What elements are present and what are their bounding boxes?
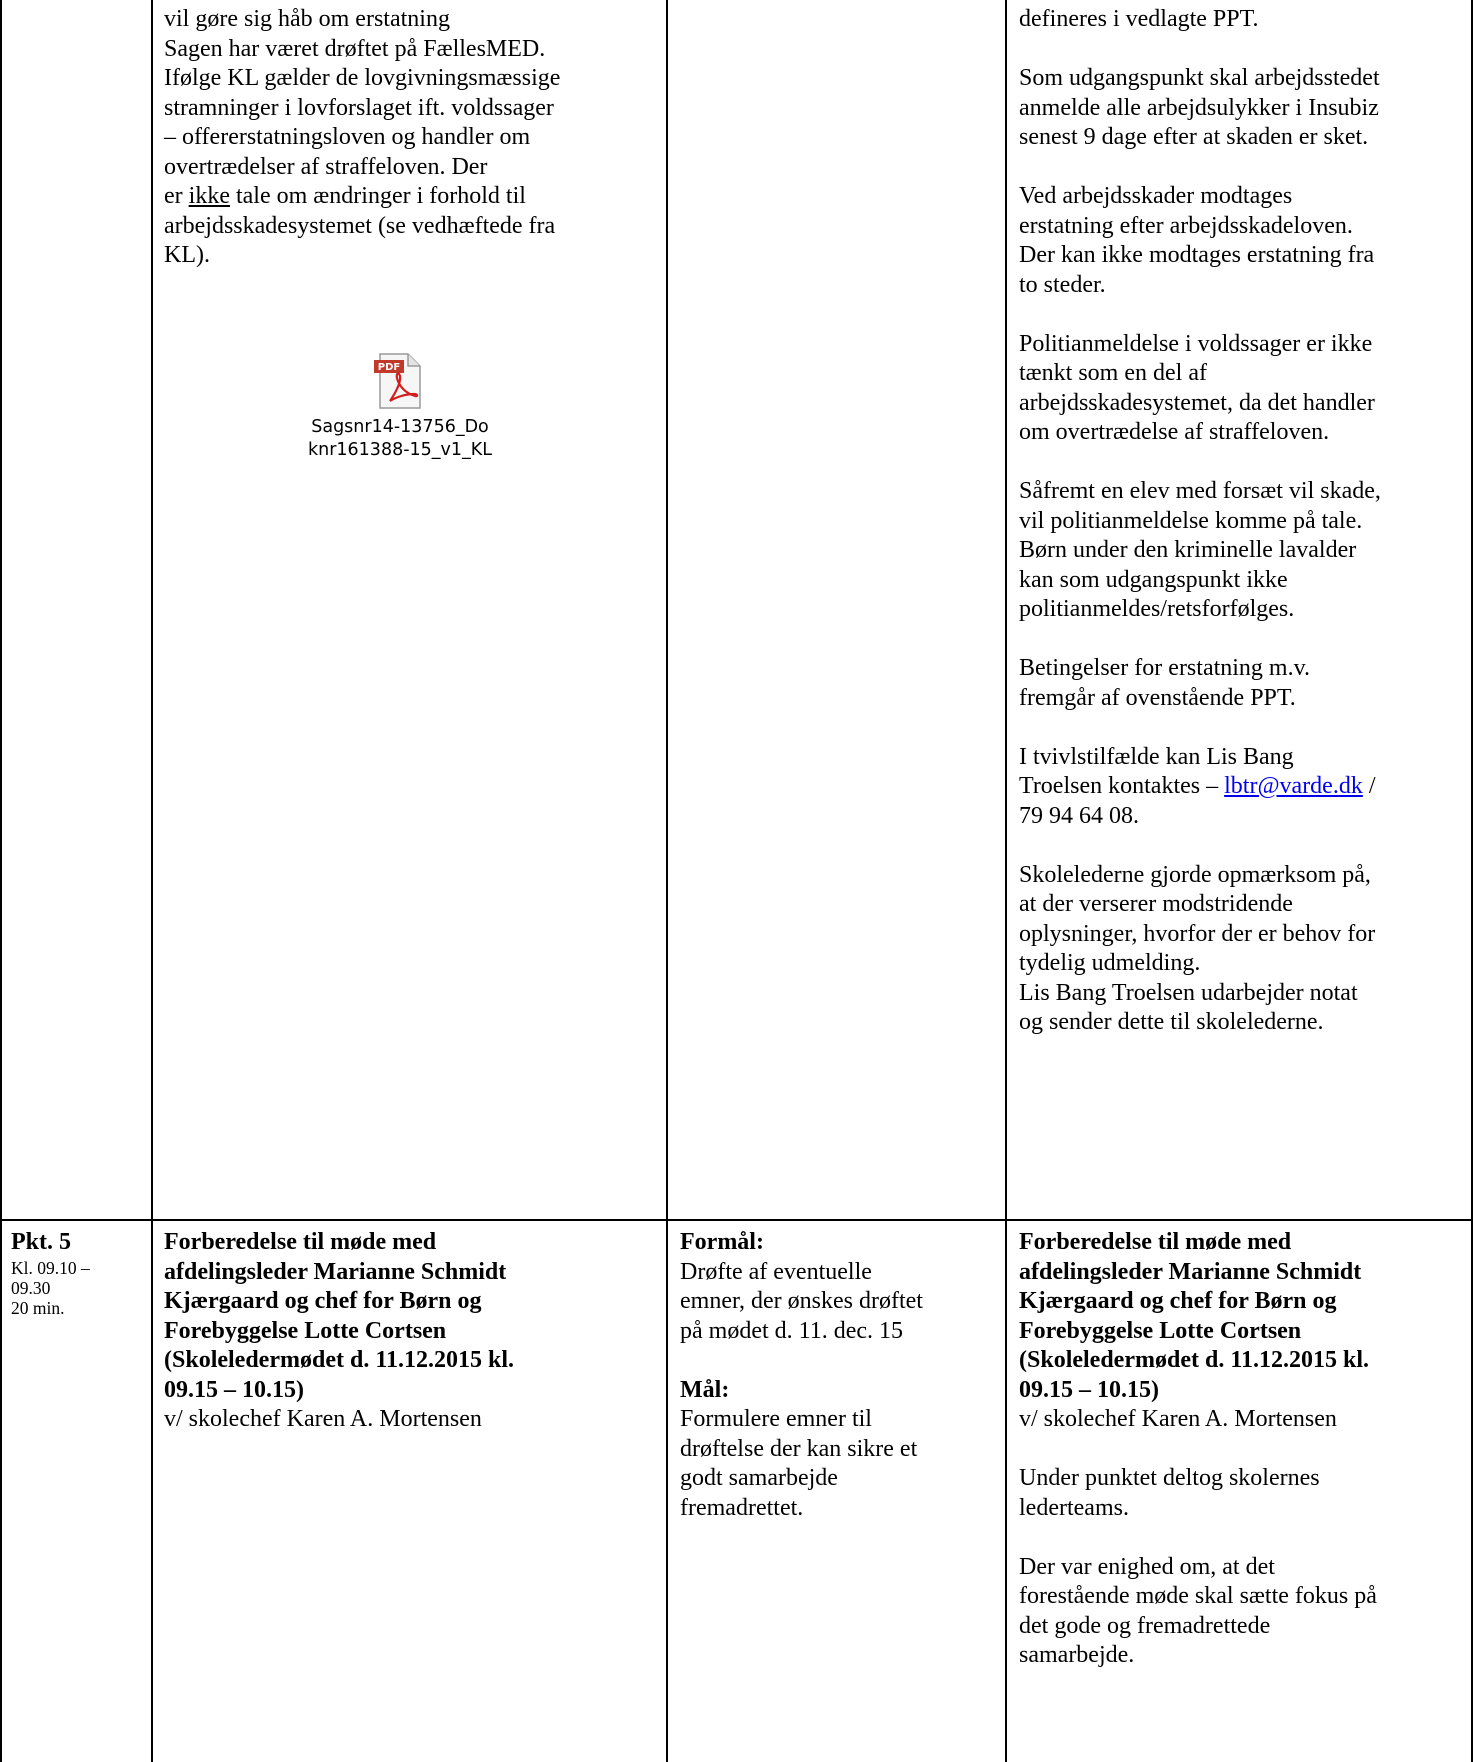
goal-label: Mål:	[680, 1376, 730, 1403]
text-line: Skolelederne gjorde opmærksom på,	[1019, 861, 1371, 888]
text-line: Betingelser for erstatning m.v.	[1019, 655, 1311, 681]
minutes-title-line: Forberedelse til møde med	[1019, 1229, 1292, 1255]
text-line: stramninger i lovforslaget ift. voldssager	[164, 94, 554, 121]
row-divider	[0, 1219, 1473, 1221]
minutes-text-cell	[1019, 5, 1381, 1038]
text-line: defineres i vedlagte PPT.	[1019, 6, 1259, 32]
text-line: vil gøre sig håb om erstatning	[164, 6, 450, 32]
goal-text-line: Formulere emner til	[680, 1406, 872, 1432]
email-link[interactable]: lbtr@varde.dk	[1224, 773, 1363, 799]
text-line: vil politianmeldelse komme på tale.	[1019, 507, 1363, 534]
text-line: 79 94 64 08.	[1019, 802, 1139, 829]
text-line: to steder.	[1019, 271, 1106, 298]
agenda-presenter: v/ skolechef Karen A. Mortensen	[164, 1406, 482, 1432]
attachment-filename-line: Sagsnr14-13756_Do	[311, 417, 489, 437]
text-line: tydelig udmelding.	[1019, 950, 1201, 976]
minutes-title-line: Kjærgaard og chef for Børn og	[1019, 1288, 1337, 1314]
text-line: samarbejde.	[1019, 1642, 1135, 1668]
pdf-attachment[interactable]	[300, 352, 500, 462]
text-line: Såfremt en elev med forsæt vil skade,	[1019, 478, 1381, 504]
text-line: om overtrædelse af straffeloven.	[1019, 419, 1330, 445]
purpose-goal-cell	[680, 1228, 923, 1523]
text-line: tænkt som en del af	[1019, 360, 1207, 386]
purpose-text-line: Drøfte af eventuelle	[680, 1258, 872, 1285]
text-line: Ifølge KL gælder de lovgivningsmæssige	[164, 65, 561, 91]
text-line: overtrædelser af straffeloven. Der	[164, 153, 488, 180]
text-line: politianmeldes/retsforfølges.	[1019, 596, 1295, 622]
text-line: Der var enighed om, at det	[1019, 1553, 1275, 1580]
minutes-title-line: afdelingsleder Marianne Schmidt	[1019, 1258, 1362, 1285]
text-line: anmelde alle arbejdsulykker i Insubiz	[1019, 94, 1379, 121]
attachment-filename-line: knr161388-15_v1_KL	[307, 440, 493, 460]
text-fragment: er	[164, 183, 189, 209]
text-line: Lis Bang Troelsen udarbejder notat	[1019, 979, 1358, 1006]
table-border-left	[0, 0, 2, 1762]
text-line: – offererstatningsloven og handler om	[164, 124, 531, 150]
text-line	[1019, 772, 1381, 802]
agenda-item-title-cell	[164, 1228, 514, 1435]
agenda-title-line: Forberedelse til møde med	[164, 1229, 437, 1255]
agenda-title-line: afdelingsleder Marianne Schmidt	[164, 1258, 507, 1285]
purpose-label: Formål:	[680, 1229, 764, 1255]
text-line: kan som udgangspunkt ikke	[1019, 566, 1288, 593]
text-fragment: /	[1362, 773, 1376, 799]
text-fragment: Troelsen kontaktes –	[1019, 773, 1225, 799]
goal-text-line: fremadrettet.	[680, 1494, 804, 1521]
text-line: erstatning efter arbejdsskadeloven.	[1019, 212, 1353, 239]
text-line: Der kan ikke modtages erstatning fra	[1019, 242, 1375, 268]
text-line: oplysninger, hvorfor der er behov for	[1019, 920, 1376, 947]
column-divider-2	[666, 0, 668, 1762]
text-line: Børn under den kriminelle lavalder	[1019, 537, 1357, 563]
text-line: fremgår af ovenstående PPT.	[1019, 684, 1296, 711]
minutes-title-line: 09.15 – 10.15)	[1019, 1376, 1159, 1403]
underlined-word: ikke	[188, 183, 230, 209]
goal-text-line: drøftelse der kan sikre et	[680, 1435, 918, 1462]
agenda-title-line: Forebyggelse Lotte Cortsen	[164, 1317, 447, 1344]
column-divider-3	[1005, 0, 1007, 1762]
agenda-title-line: Kjærgaard og chef for Børn og	[164, 1288, 482, 1314]
text-line: senest 9 dage efter at skaden er sket.	[1019, 124, 1369, 150]
text-line: KL).	[164, 242, 210, 268]
text-line: arbejdsskadesystemet (se vedhæftede fra	[164, 212, 556, 239]
text-line: arbejdsskadesystemet, da det handler	[1019, 389, 1375, 416]
agenda-item-number: Pkt. 5	[11, 1229, 71, 1255]
text-line: Sagen har været drøftet på FællesMED.	[164, 35, 546, 62]
text-line: lederteams.	[1019, 1494, 1129, 1521]
text-line	[164, 182, 560, 212]
text-line: Politianmeldelse i voldssager er ikke	[1019, 330, 1373, 357]
pdf-file-icon	[374, 352, 426, 410]
minutes-item-cell	[1019, 1228, 1377, 1671]
purpose-text-line: på mødet d. 11. dec. 15	[680, 1317, 904, 1344]
text-line: Som udgangspunkt skal arbejdsstedet	[1019, 65, 1380, 91]
agenda-text-cell	[164, 5, 560, 271]
agenda-title-line: (Skoleledermødet d. 11.12.2015 kl.	[164, 1347, 515, 1373]
agenda-item-time: 09.30	[11, 1277, 51, 1298]
minutes-title-line: Forebyggelse Lotte Cortsen	[1019, 1317, 1302, 1344]
text-fragment: tale om ændringer i forhold til	[229, 183, 526, 209]
text-line: I tvivlstilfælde kan Lis Bang	[1019, 743, 1294, 770]
purpose-text-line: emner, der ønskes drøftet	[680, 1288, 923, 1314]
text-line: og sender dette til skolelederne.	[1019, 1009, 1324, 1035]
agenda-item-number-cell	[11, 1228, 90, 1318]
text-line: at der verserer modstridende	[1019, 891, 1293, 917]
minutes-title-line: (Skoleledermødet d. 11.12.2015 kl.	[1019, 1347, 1370, 1373]
goal-text-line: godt samarbejde	[680, 1465, 838, 1491]
text-line: Ved arbejdsskader modtages	[1019, 183, 1293, 209]
agenda-item-duration: 20 min.	[11, 1297, 65, 1318]
text-line: forestående møde skal sætte fokus på	[1019, 1583, 1377, 1609]
text-line: det gode og fremadrettede	[1019, 1612, 1271, 1639]
pdf-badge-text: PDF	[377, 362, 401, 373]
agenda-item-time: Kl. 09.10 –	[11, 1257, 90, 1278]
minutes-presenter: v/ skolechef Karen A. Mortensen	[1019, 1406, 1337, 1432]
agenda-title-line: 09.15 – 10.15)	[164, 1376, 304, 1403]
column-divider-1	[151, 0, 153, 1762]
text-line: Under punktet deltog skolernes	[1019, 1465, 1320, 1491]
